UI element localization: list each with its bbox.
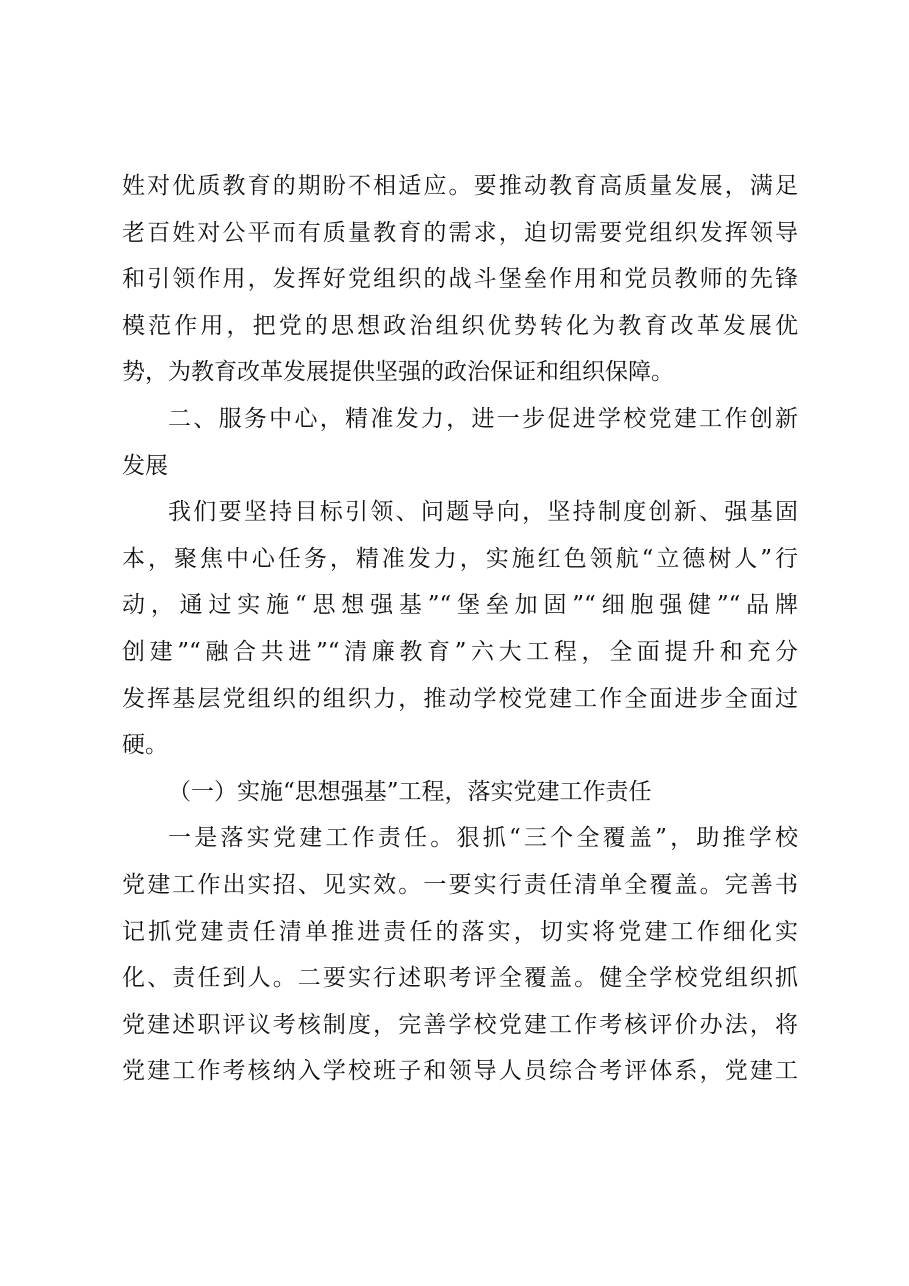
text-line: 创建”“融合共进”“清廉教育”六大工程，全面提升和充分	[122, 638, 798, 665]
paragraph-continuation	[122, 163, 798, 396]
text-line: 老百姓对公平而有质量教育的需求，迫切需要党组织发挥领导	[122, 219, 798, 246]
text-line: 发挥基层党组织的组织力，推动学校党建工作全面进步全面过	[122, 685, 798, 712]
text-line: 和引领作用，发挥好党组织的战斗堡垒作用和党员教师的先锋	[122, 266, 798, 293]
text-line: 势，为教育改革发展提供坚强的政治保证和组织保障。	[122, 359, 674, 386]
text-line: 姓对优质教育的期盼不相适应。要推动教育高质量发展，满足	[122, 173, 798, 199]
text-line: 模范作用，把党的思想政治组织优势转化为教育改革发展优	[122, 312, 798, 339]
paragraph-intro	[122, 489, 798, 769]
document-body	[122, 163, 798, 1095]
text-line: 本，聚焦中心任务，精准发力，实施红色领航“立德树人”行	[122, 545, 798, 572]
text-line: 党建述职评议考核制度，完善学校党建工作考核评价办法，将	[122, 1011, 798, 1038]
text-line: 我们要坚持目标引领、问题导向，坚持制度创新、强基固	[168, 499, 798, 526]
text-line: 发展	[122, 452, 168, 479]
section-heading	[122, 396, 798, 489]
text-line: 记抓党建责任清单推进责任的落实，切实将党建工作细化实	[122, 918, 798, 945]
text-line: 动，通过实施“思想强基”“堡垒加固”“细胞强健”“品牌	[122, 592, 798, 619]
text-line: 一是落实党建工作责任。狠抓“三个全覆盖”，助推学校	[168, 825, 798, 852]
text-line: 二、服务中心，精准发力，进一步促进学校党建工作创新	[168, 405, 798, 432]
subsection-heading: （一）实施“思想强基”工程，落实党建工作责任	[168, 778, 652, 805]
text-line: 化、责任到人。二要实行述职考评全覆盖。健全学校党组织抓	[122, 965, 798, 992]
text-line: 硬。	[122, 732, 168, 759]
text-line: 党建工作出实招、见实效。一要实行责任清单全覆盖。完善书	[122, 871, 798, 898]
paragraph-responsibility	[122, 815, 798, 1095]
text-line: 党建工作考核纳入学校班子和领导人员综合考评体系，党建工	[122, 1058, 798, 1085]
